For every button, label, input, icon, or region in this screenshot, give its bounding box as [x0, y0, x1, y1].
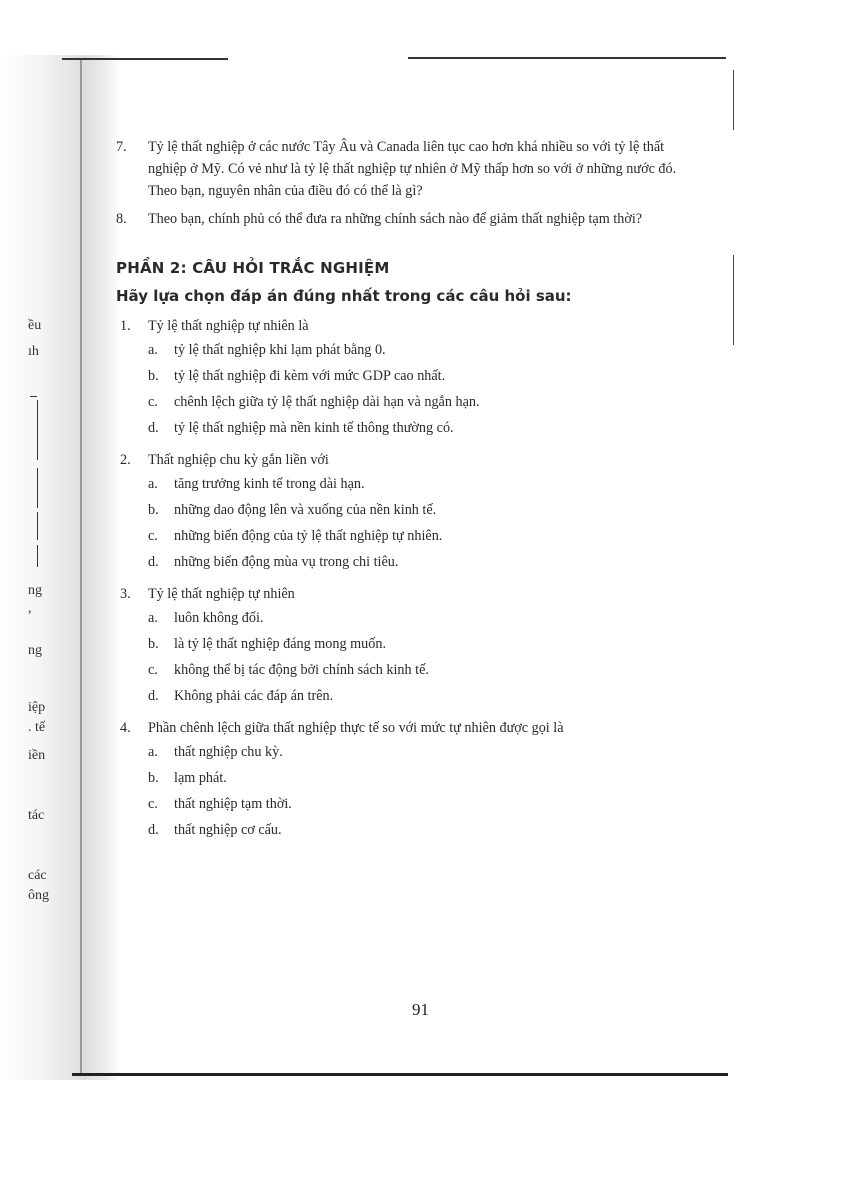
- facing-page-bracket: [30, 400, 38, 460]
- option-text: thất nghiệp chu kỳ.: [174, 744, 283, 760]
- answer-option: [116, 683, 696, 709]
- answer-option: [116, 605, 696, 631]
- mcq-stem: [116, 449, 696, 471]
- facing-page-tick: [30, 396, 37, 397]
- question-text: Thất nghiệp chu kỳ gắn liền với: [148, 452, 329, 468]
- option-text: những biến động mùa vụ trong chi tiêu.: [174, 554, 399, 570]
- option-letter: b.: [148, 770, 159, 786]
- option-text: Không phải các đáp án trên.: [174, 688, 334, 704]
- answer-option: [116, 471, 696, 497]
- mcq-question-1: [116, 315, 696, 441]
- answer-option: [116, 765, 696, 791]
- book-spine-line: [80, 60, 82, 1075]
- mcq-stem: [116, 583, 696, 605]
- option-letter: d.: [148, 688, 159, 704]
- book-gutter-shadow: [0, 55, 120, 1080]
- question-number: 3.: [120, 586, 131, 602]
- answer-option: [116, 791, 696, 817]
- question-text: Tỷ lệ thất nghiệp ở các nước Tây Âu và Canada liên tục cao hơn khá nhiều so với tỷ lệ thất nghiệp ở Mỹ. Có vẻ như là tỷ lệ thất nghiệp tự nhiên ở Mỹ thấp hơn so với ở những nước đó. Theo bạn, nguyên nhân của điều đó có thể là gì?: [148, 139, 677, 199]
- facing-page-fragment: các: [28, 868, 47, 883]
- option-text: không thể bị tác động bởi chính sách kinh tế.: [174, 662, 429, 678]
- page-content: [116, 136, 696, 843]
- option-text: tỷ lệ thất nghiệp đi kèm với mức GDP cao nhất.: [174, 368, 446, 384]
- option-text: chênh lệch giữa tỷ lệ thất nghiệp dài hạn và ngắn hạn.: [174, 394, 480, 410]
- question-text: Tỷ lệ thất nghiệp tự nhiên: [148, 586, 295, 602]
- answer-option: [116, 739, 696, 765]
- answer-option: [116, 415, 696, 441]
- facing-page-fragment: ng: [28, 583, 42, 598]
- question-number: 2.: [120, 452, 131, 468]
- question-number: 1.: [120, 318, 131, 334]
- open-question-7: [116, 136, 696, 202]
- option-letter: a.: [148, 744, 158, 760]
- answer-option: [116, 497, 696, 523]
- mcq-stem: [116, 717, 696, 739]
- instruction: Hãy lựa chọn đáp án đúng nhất trong các câu hỏi sau:: [116, 287, 572, 305]
- option-letter: a.: [148, 610, 158, 626]
- option-text: những biến động của tỷ lệ thất nghiệp tự nhiên.: [174, 528, 443, 544]
- option-letter: a.: [148, 476, 158, 492]
- mcq-question-4: [116, 717, 696, 843]
- facing-page-bracket: [30, 545, 38, 567]
- facing-page-fragment: iệp: [28, 700, 46, 715]
- page-number: 91: [412, 1000, 429, 1019]
- facing-page-fragment: ông: [28, 888, 49, 903]
- option-letter: c.: [148, 662, 158, 678]
- answer-option: [116, 389, 696, 415]
- facing-page-bracket: [30, 512, 38, 540]
- option-letter: d.: [148, 822, 159, 838]
- option-text: thất nghiệp cơ cấu.: [174, 822, 282, 838]
- facing-page-fragment: ıh: [28, 344, 39, 359]
- section-title: PHẦN 2: CÂU HỎI TRẮC NGHIỆM: [116, 259, 390, 277]
- right-edge-mark: [733, 70, 734, 130]
- facing-page-fragment: ều: [28, 318, 42, 333]
- facing-page-fragment: ng: [28, 643, 42, 658]
- question-number: 4.: [120, 720, 131, 736]
- answer-option: [116, 363, 696, 389]
- answer-option: [116, 631, 696, 657]
- option-text: luôn không đổi.: [174, 610, 264, 626]
- question-number: 7.: [116, 139, 127, 155]
- option-text: tỷ lệ thất nghiệp khi lạm phát bằng 0.: [174, 342, 386, 358]
- mcq-question-2: [116, 449, 696, 575]
- top-rule-left: [62, 58, 228, 60]
- question-number: 8.: [116, 211, 127, 227]
- top-rule-right: [408, 57, 726, 59]
- facing-page-fragment: tác: [28, 808, 45, 823]
- option-text: thất nghiệp tạm thời.: [174, 796, 292, 812]
- option-text: là tỷ lệ thất nghiệp đáng mong muốn.: [174, 636, 386, 652]
- question-text: Theo bạn, chính phủ có thể đưa ra những chính sách nào để giảm thất nghiệp tạm thời?: [148, 211, 643, 227]
- question-text: Phần chênh lệch giữa thất nghiệp thực tế so với mức tự nhiên được gọi là: [148, 720, 564, 736]
- option-letter: b.: [148, 502, 159, 518]
- facing-page-fragment: ,: [28, 601, 32, 616]
- question-text: Tỷ lệ thất nghiệp tự nhiên là: [148, 318, 309, 334]
- answer-option: [116, 817, 696, 843]
- option-letter: d.: [148, 554, 159, 570]
- option-text: tỷ lệ thất nghiệp mà nền kinh tế thông thường có.: [174, 420, 454, 436]
- mcq-stem: [116, 315, 696, 337]
- answer-option: [116, 337, 696, 363]
- option-text: tăng trưởng kinh tế trong dài hạn.: [174, 476, 365, 492]
- answer-option: [116, 523, 696, 549]
- option-letter: c.: [148, 796, 158, 812]
- option-letter: b.: [148, 368, 159, 384]
- bottom-rule: [72, 1073, 728, 1076]
- mcq-question-3: [116, 583, 696, 709]
- option-letter: c.: [148, 528, 158, 544]
- option-letter: c.: [148, 394, 158, 410]
- option-letter: b.: [148, 636, 159, 652]
- option-text: lạm phát.: [174, 770, 227, 786]
- facing-page-fragment: iền: [28, 748, 46, 763]
- facing-page-bracket: [30, 468, 38, 508]
- right-edge-mark: [733, 255, 734, 345]
- answer-option: [116, 549, 696, 575]
- option-letter: d.: [148, 420, 159, 436]
- answer-option: [116, 657, 696, 683]
- option-text: những dao động lên và xuống của nền kinh tế.: [174, 502, 437, 518]
- facing-page-fragment: . tế: [28, 720, 46, 735]
- open-question-8: [116, 208, 696, 230]
- option-letter: a.: [148, 342, 158, 358]
